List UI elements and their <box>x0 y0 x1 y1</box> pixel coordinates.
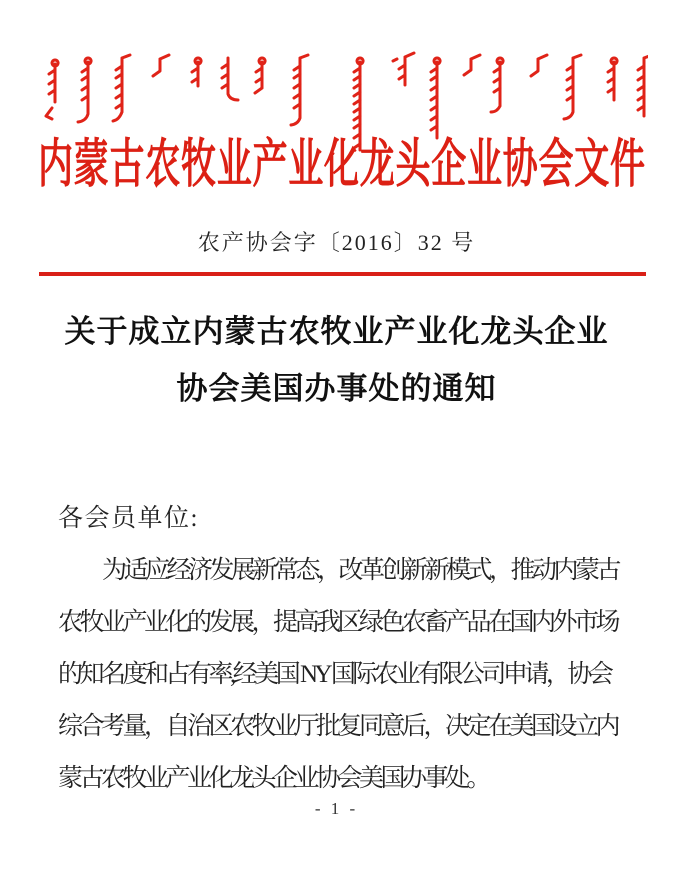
notice-title-line1: 关于成立内蒙古农牧业产业化龙头企业 <box>64 314 609 349</box>
body-text <box>58 493 618 805</box>
paragraph-line: 综合考量，自治区农牧业厅批复同意后，决定在美国设立内 <box>58 713 618 740</box>
document-number: 农产协会字〔2016〕32 号 <box>197 230 476 255</box>
paragraph-line: 的知名度和占有率,经美国 NY 国际农业有限公司申请，协会 <box>58 661 611 688</box>
paragraph-line: 农牧业产业化的发展，提高我区绿色农畜产品在国内外市场 <box>58 609 618 636</box>
notice-title <box>0 303 673 417</box>
paragraph-line: 为适应经济发展新常态，改革创新新模式，推动内蒙古 <box>102 557 619 584</box>
red-divider-rule <box>39 272 646 276</box>
notice-title-line2: 协会美国办事处的通知 <box>176 371 497 406</box>
page-number: - 1 - <box>314 799 359 818</box>
masthead-org-title: 内蒙古农牧业产业化龙头企业协会文件 <box>38 135 645 194</box>
salutation: 各会员单位: <box>58 505 199 532</box>
paragraph-line: 蒙古农牧业产业化龙头企业协会美国办事处。 <box>58 765 489 792</box>
